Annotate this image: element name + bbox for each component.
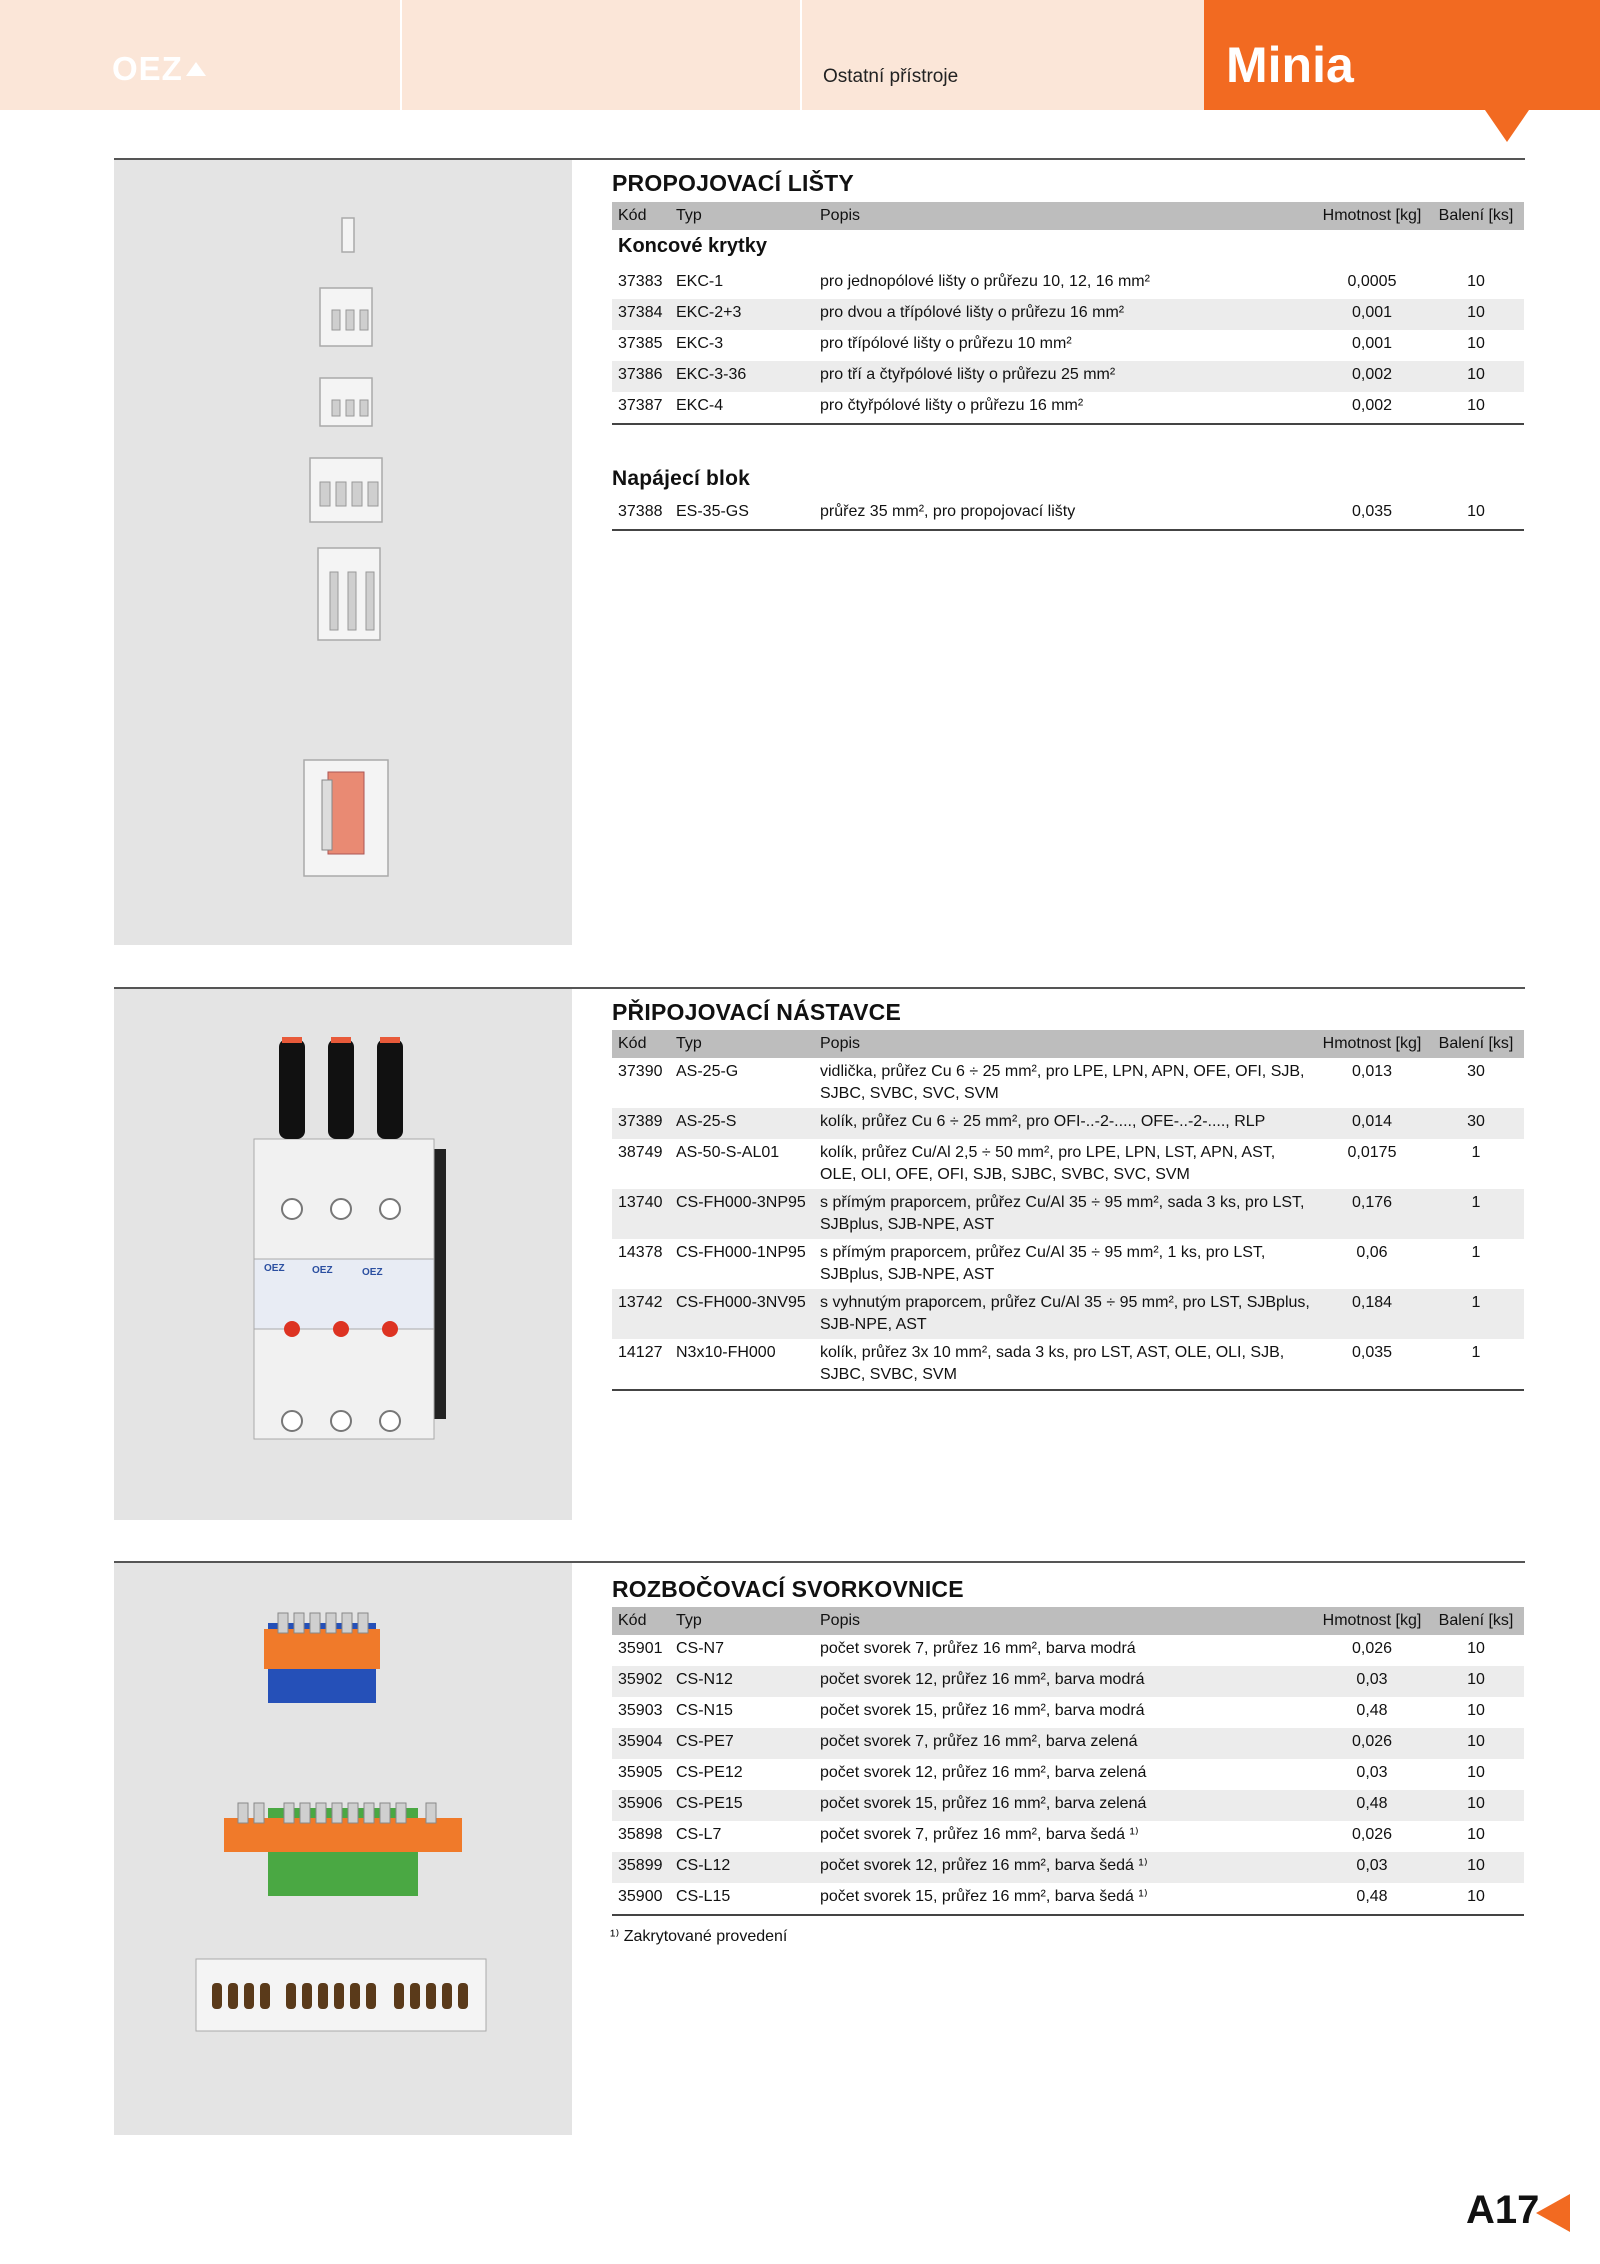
cell-hmotnost: 0,0005	[1347, 273, 1397, 290]
cell-baleni: 30	[1467, 1063, 1485, 1080]
cell-typ: CS-PE12	[676, 1764, 743, 1781]
cell-popis: pro jednopólové lišty o průřezu 10, 12, 16 mm²	[820, 273, 1150, 290]
cell-hmotnost: 0,03	[1356, 1764, 1388, 1781]
cell-typ: ES-35-GS	[670, 498, 814, 530]
cell-baleni: 10	[1428, 1666, 1524, 1697]
page-header	[0, 0, 1600, 110]
cell-typ: CS-PE15	[670, 1790, 814, 1821]
cell-baleni: 30	[1428, 1108, 1524, 1139]
svg-text:OEZ: OEZ	[362, 1267, 383, 1278]
cell-popis: počet svorek 12, průřez 16 mm², barva zelená	[820, 1764, 1147, 1781]
cell-popis: počet svorek 15, průřez 16 mm², barva šedá ¹⁾	[814, 1883, 1316, 1915]
cell-baleni: 1	[1471, 1144, 1481, 1161]
cell-baleni: 10	[1428, 1790, 1524, 1821]
cell-kod: 37386	[612, 361, 670, 392]
cell-kod: 37388	[612, 498, 670, 530]
group-row	[612, 230, 1524, 268]
col-kod: Kód	[612, 1030, 670, 1058]
cell-popis: kolík, průřez 3x 10 mm², sada 3 ks, pro LST, AST, OLE, OLI, SJB, SJBC, SVBC, SVM	[814, 1339, 1316, 1390]
cell-kod: 37385	[618, 335, 663, 352]
table-row	[612, 1289, 1524, 1339]
col-hmotnost: Hmotnost [kg]	[1316, 1607, 1428, 1635]
cell-typ: CS-FH000-1NP95	[676, 1244, 806, 1261]
cell-typ: EKC-2+3	[670, 299, 814, 330]
cell-typ: AS-25-S	[670, 1108, 814, 1139]
terminal-blocks-illustration	[114, 1563, 572, 2135]
cell-hmotnost: 0,0175	[1347, 1144, 1397, 1161]
cell-typ: CS-FH000-3NP95	[670, 1189, 814, 1239]
oez-logo: OEZ	[112, 50, 206, 88]
product-table	[612, 202, 1524, 425]
cell-typ: CS-L7	[676, 1826, 722, 1843]
cell-kod: 13742	[612, 1289, 670, 1339]
cell-hmotnost: 0,001	[1316, 299, 1428, 330]
cell-kod: 37390	[618, 1063, 663, 1080]
col-typ: Typ	[670, 1030, 814, 1058]
cell-kod: 37384	[612, 299, 670, 330]
cell-baleni: 10	[1467, 273, 1485, 290]
brand-arrow-icon	[1485, 110, 1529, 142]
table-row	[612, 1139, 1524, 1189]
cell-kod: 13740	[612, 1189, 670, 1239]
cell-typ: EKC-3	[676, 335, 724, 352]
col-popis: Popis	[814, 1030, 1316, 1058]
product-table	[612, 498, 1524, 531]
section-title: PROPOJOVACÍ LIŠTY	[612, 170, 854, 196]
cell-kod: 37387	[612, 392, 670, 424]
cell-kod: 35899	[612, 1852, 670, 1883]
col-popis: Popis	[814, 1607, 1316, 1635]
table-row	[612, 1883, 1524, 1915]
cell-hmotnost: 0,035	[1316, 498, 1428, 530]
cell-hmotnost: 0,48	[1316, 1883, 1428, 1915]
table-row	[612, 1852, 1524, 1883]
product-image-end-caps	[114, 160, 572, 945]
cell-baleni: 10	[1428, 361, 1524, 392]
col-hmotnost: Hmotnost [kg]	[1316, 202, 1428, 230]
cell-popis: počet svorek 12, průřez 16 mm², barva modrá	[814, 1666, 1316, 1697]
cell-baleni: 10	[1428, 392, 1524, 424]
cell-popis: počet svorek 7, průřez 16 mm², barva šedá ¹⁾	[820, 1826, 1139, 1843]
cell-popis: kolík, průřez Cu/Al 2,5 ÷ 50 mm², pro LPE, LPN, LST, APN, AST, OLE, OLI, OFE, OFI, SJB, SJBC, SVBC, SVC, SVM	[820, 1144, 1276, 1183]
section-title: ROZBOČOVACÍ SVORKOVNICE	[612, 1576, 964, 1602]
cell-typ: AS-50-S-AL01	[676, 1144, 780, 1161]
header-divider	[800, 0, 802, 110]
cell-baleni: 10	[1467, 1826, 1485, 1843]
cell-popis: pro třípólové lišty o průřezu 10 mm²	[820, 335, 1072, 352]
col-baleni: Balení [ks]	[1428, 202, 1524, 230]
cell-popis: kolík, průřez Cu 6 ÷ 25 mm², pro OFI-..-2-...., OFE-..-2-...., RLP	[814, 1108, 1316, 1139]
header-divider	[400, 0, 402, 110]
cell-kod: 35900	[612, 1883, 670, 1915]
cell-popis: počet svorek 15, průřez 16 mm², barva zelená	[814, 1790, 1316, 1821]
cell-popis: pro čtyřpólové lišty o průřezu 16 mm²	[814, 392, 1316, 424]
cell-typ: EKC-1	[676, 273, 724, 290]
cell-popis: průřez 35 mm², pro propojovací lišty	[814, 498, 1316, 530]
cell-hmotnost: 0,001	[1351, 335, 1393, 352]
cell-hmotnost: 0,002	[1316, 392, 1428, 424]
cell-kod: 37389	[612, 1108, 670, 1139]
cell-kod: 35905	[618, 1764, 663, 1781]
svg-text:OEZ: OEZ	[264, 1263, 285, 1274]
cell-typ: EKC-3-36	[670, 361, 814, 392]
cell-baleni: 10	[1428, 1852, 1524, 1883]
table-row	[612, 361, 1524, 392]
page-number: A17	[1466, 2188, 1540, 2232]
product-image-terminal-blocks	[114, 1563, 572, 2135]
table-row	[612, 1728, 1524, 1759]
table-row	[612, 392, 1524, 424]
cell-baleni: 10	[1467, 1702, 1485, 1719]
table-row	[612, 1759, 1524, 1790]
table-header-row	[612, 1607, 1524, 1635]
cell-hmotnost: 0,176	[1316, 1189, 1428, 1239]
cell-baleni: 1	[1428, 1189, 1524, 1239]
cell-popis: počet svorek 15, průřez 16 mm², barva modrá	[820, 1702, 1145, 1719]
cell-kod: 14378	[618, 1244, 663, 1261]
table-row	[612, 1239, 1524, 1289]
table-row	[612, 268, 1524, 299]
col-baleni: Balení [ks]	[1428, 1607, 1524, 1635]
table-row	[612, 299, 1524, 330]
cell-hmotnost: 0,184	[1316, 1289, 1428, 1339]
cell-kod: 35903	[618, 1702, 663, 1719]
cell-kod: 35904	[612, 1728, 670, 1759]
section-title: PŘIPOJOVACÍ NÁSTAVCE	[612, 999, 901, 1025]
cell-hmotnost: 0,03	[1316, 1852, 1428, 1883]
product-table	[612, 1030, 1524, 1391]
page-marker-icon	[1536, 2194, 1570, 2232]
cell-hmotnost: 0,06	[1356, 1244, 1388, 1261]
table-row	[612, 330, 1524, 361]
cell-typ: N3x10-FH000	[670, 1339, 814, 1390]
cell-baleni: 1	[1471, 1244, 1481, 1261]
cell-popis: pro tří a čtyřpólové lišty o průřezu 25 mm²	[814, 361, 1316, 392]
col-typ: Typ	[670, 202, 814, 230]
cell-typ: CS-N7	[676, 1640, 725, 1657]
cell-popis: s přímým praporcem, průřez Cu/Al 35 ÷ 95 mm², sada 3 ks, pro LST, SJBplus, SJB-NPE, AST	[814, 1189, 1316, 1239]
product-table	[612, 1607, 1524, 1916]
cell-kod: 38749	[618, 1144, 663, 1161]
col-baleni: Balení [ks]	[1428, 1030, 1524, 1058]
cell-kod: 35901	[618, 1640, 663, 1657]
cell-hmotnost: 0,035	[1316, 1339, 1428, 1390]
cell-hmotnost: 0,03	[1316, 1666, 1428, 1697]
table-row	[612, 1189, 1524, 1239]
cell-kod: 35902	[612, 1666, 670, 1697]
cell-typ: CS-L12	[670, 1852, 814, 1883]
brand-block	[1204, 0, 1600, 110]
table-row	[612, 1635, 1524, 1666]
cell-kod: 35906	[612, 1790, 670, 1821]
svg-text:OEZ: OEZ	[312, 1265, 333, 1276]
cell-popis: počet svorek 7, průřez 16 mm², barva modrá	[820, 1640, 1136, 1657]
col-hmotnost: Hmotnost [kg]	[1316, 1030, 1428, 1058]
col-kod: Kód	[612, 202, 670, 230]
cell-typ: CS-PE7	[670, 1728, 814, 1759]
cell-kod: 35898	[618, 1826, 663, 1843]
cell-popis: vidlička, průřez Cu 6 ÷ 25 mm², pro LPE, LPN, APN, OFE, OFI, SJB, SJBC, SVBC, SVC, SVM	[820, 1063, 1305, 1102]
end-caps-illustration	[114, 160, 572, 945]
table-header-row	[612, 202, 1524, 230]
cell-kod: 37383	[618, 273, 663, 290]
cell-popis: počet svorek 12, průřez 16 mm², barva šedá ¹⁾	[814, 1852, 1316, 1883]
cell-hmotnost: 0,48	[1316, 1790, 1428, 1821]
cell-hmotnost: 0,014	[1316, 1108, 1428, 1139]
logo-triangle-icon	[186, 62, 206, 76]
table-row	[612, 1339, 1524, 1390]
cell-baleni: 10	[1467, 335, 1485, 352]
cell-popis: s přímým praporcem, průřez Cu/Al 35 ÷ 95 mm², 1 ks, pro LST, SJBplus, SJB-NPE, AST	[820, 1244, 1266, 1283]
cell-hmotnost: 0,48	[1356, 1702, 1388, 1719]
cell-baleni: 1	[1428, 1339, 1524, 1390]
cell-popis: pro dvou a třípólové lišty o průřezu 16 mm²	[814, 299, 1316, 330]
cell-baleni: 10	[1428, 1728, 1524, 1759]
cell-hmotnost: 0,013	[1351, 1063, 1393, 1080]
cell-typ: CS-FH000-3NV95	[670, 1289, 814, 1339]
footnote: ¹⁾ Zakrytované provedení	[610, 1928, 788, 1945]
cell-baleni: 1	[1428, 1289, 1524, 1339]
cell-hmotnost: 0,002	[1316, 361, 1428, 392]
cell-popis: počet svorek 7, průřez 16 mm², barva zelená	[814, 1728, 1316, 1759]
table-row	[612, 1058, 1524, 1108]
table-row	[612, 1666, 1524, 1697]
table-row	[612, 1821, 1524, 1852]
group-title: Napájecí blok	[612, 467, 750, 490]
cell-baleni: 10	[1428, 299, 1524, 330]
cell-hmotnost: 0,026	[1351, 1640, 1393, 1657]
cell-kod: 14127	[612, 1339, 670, 1390]
cell-typ: CS-L15	[670, 1883, 814, 1915]
col-kod: Kód	[612, 1607, 670, 1635]
connectors-illustration	[114, 989, 572, 1520]
cell-typ: CS-N12	[670, 1666, 814, 1697]
cell-typ: AS-25-G	[676, 1063, 739, 1080]
group-title: Koncové krytky	[618, 235, 767, 257]
cell-hmotnost: 0,026	[1351, 1826, 1393, 1843]
brand-title: Minia	[1226, 37, 1354, 93]
table-row	[612, 1697, 1524, 1728]
product-image-connectors	[114, 989, 572, 1520]
col-popis: Popis	[814, 202, 1316, 230]
table-row	[612, 1108, 1524, 1139]
cell-baleni: 10	[1467, 1764, 1485, 1781]
table-row	[612, 1790, 1524, 1821]
cell-baleni: 10	[1467, 1640, 1485, 1657]
col-typ: Typ	[670, 1607, 814, 1635]
cell-baleni: 10	[1428, 498, 1524, 530]
table-header-row	[612, 1030, 1524, 1058]
cell-popis: s vyhnutým praporcem, průřez Cu/Al 35 ÷ 95 mm², pro LST, SJBplus, SJB-NPE, AST	[814, 1289, 1316, 1339]
cell-typ: CS-N15	[676, 1702, 733, 1719]
table-row	[612, 498, 1524, 530]
cell-baleni: 10	[1428, 1883, 1524, 1915]
category-label: Ostatní přístroje	[823, 66, 959, 87]
cell-typ: EKC-4	[670, 392, 814, 424]
cell-hmotnost: 0,026	[1316, 1728, 1428, 1759]
